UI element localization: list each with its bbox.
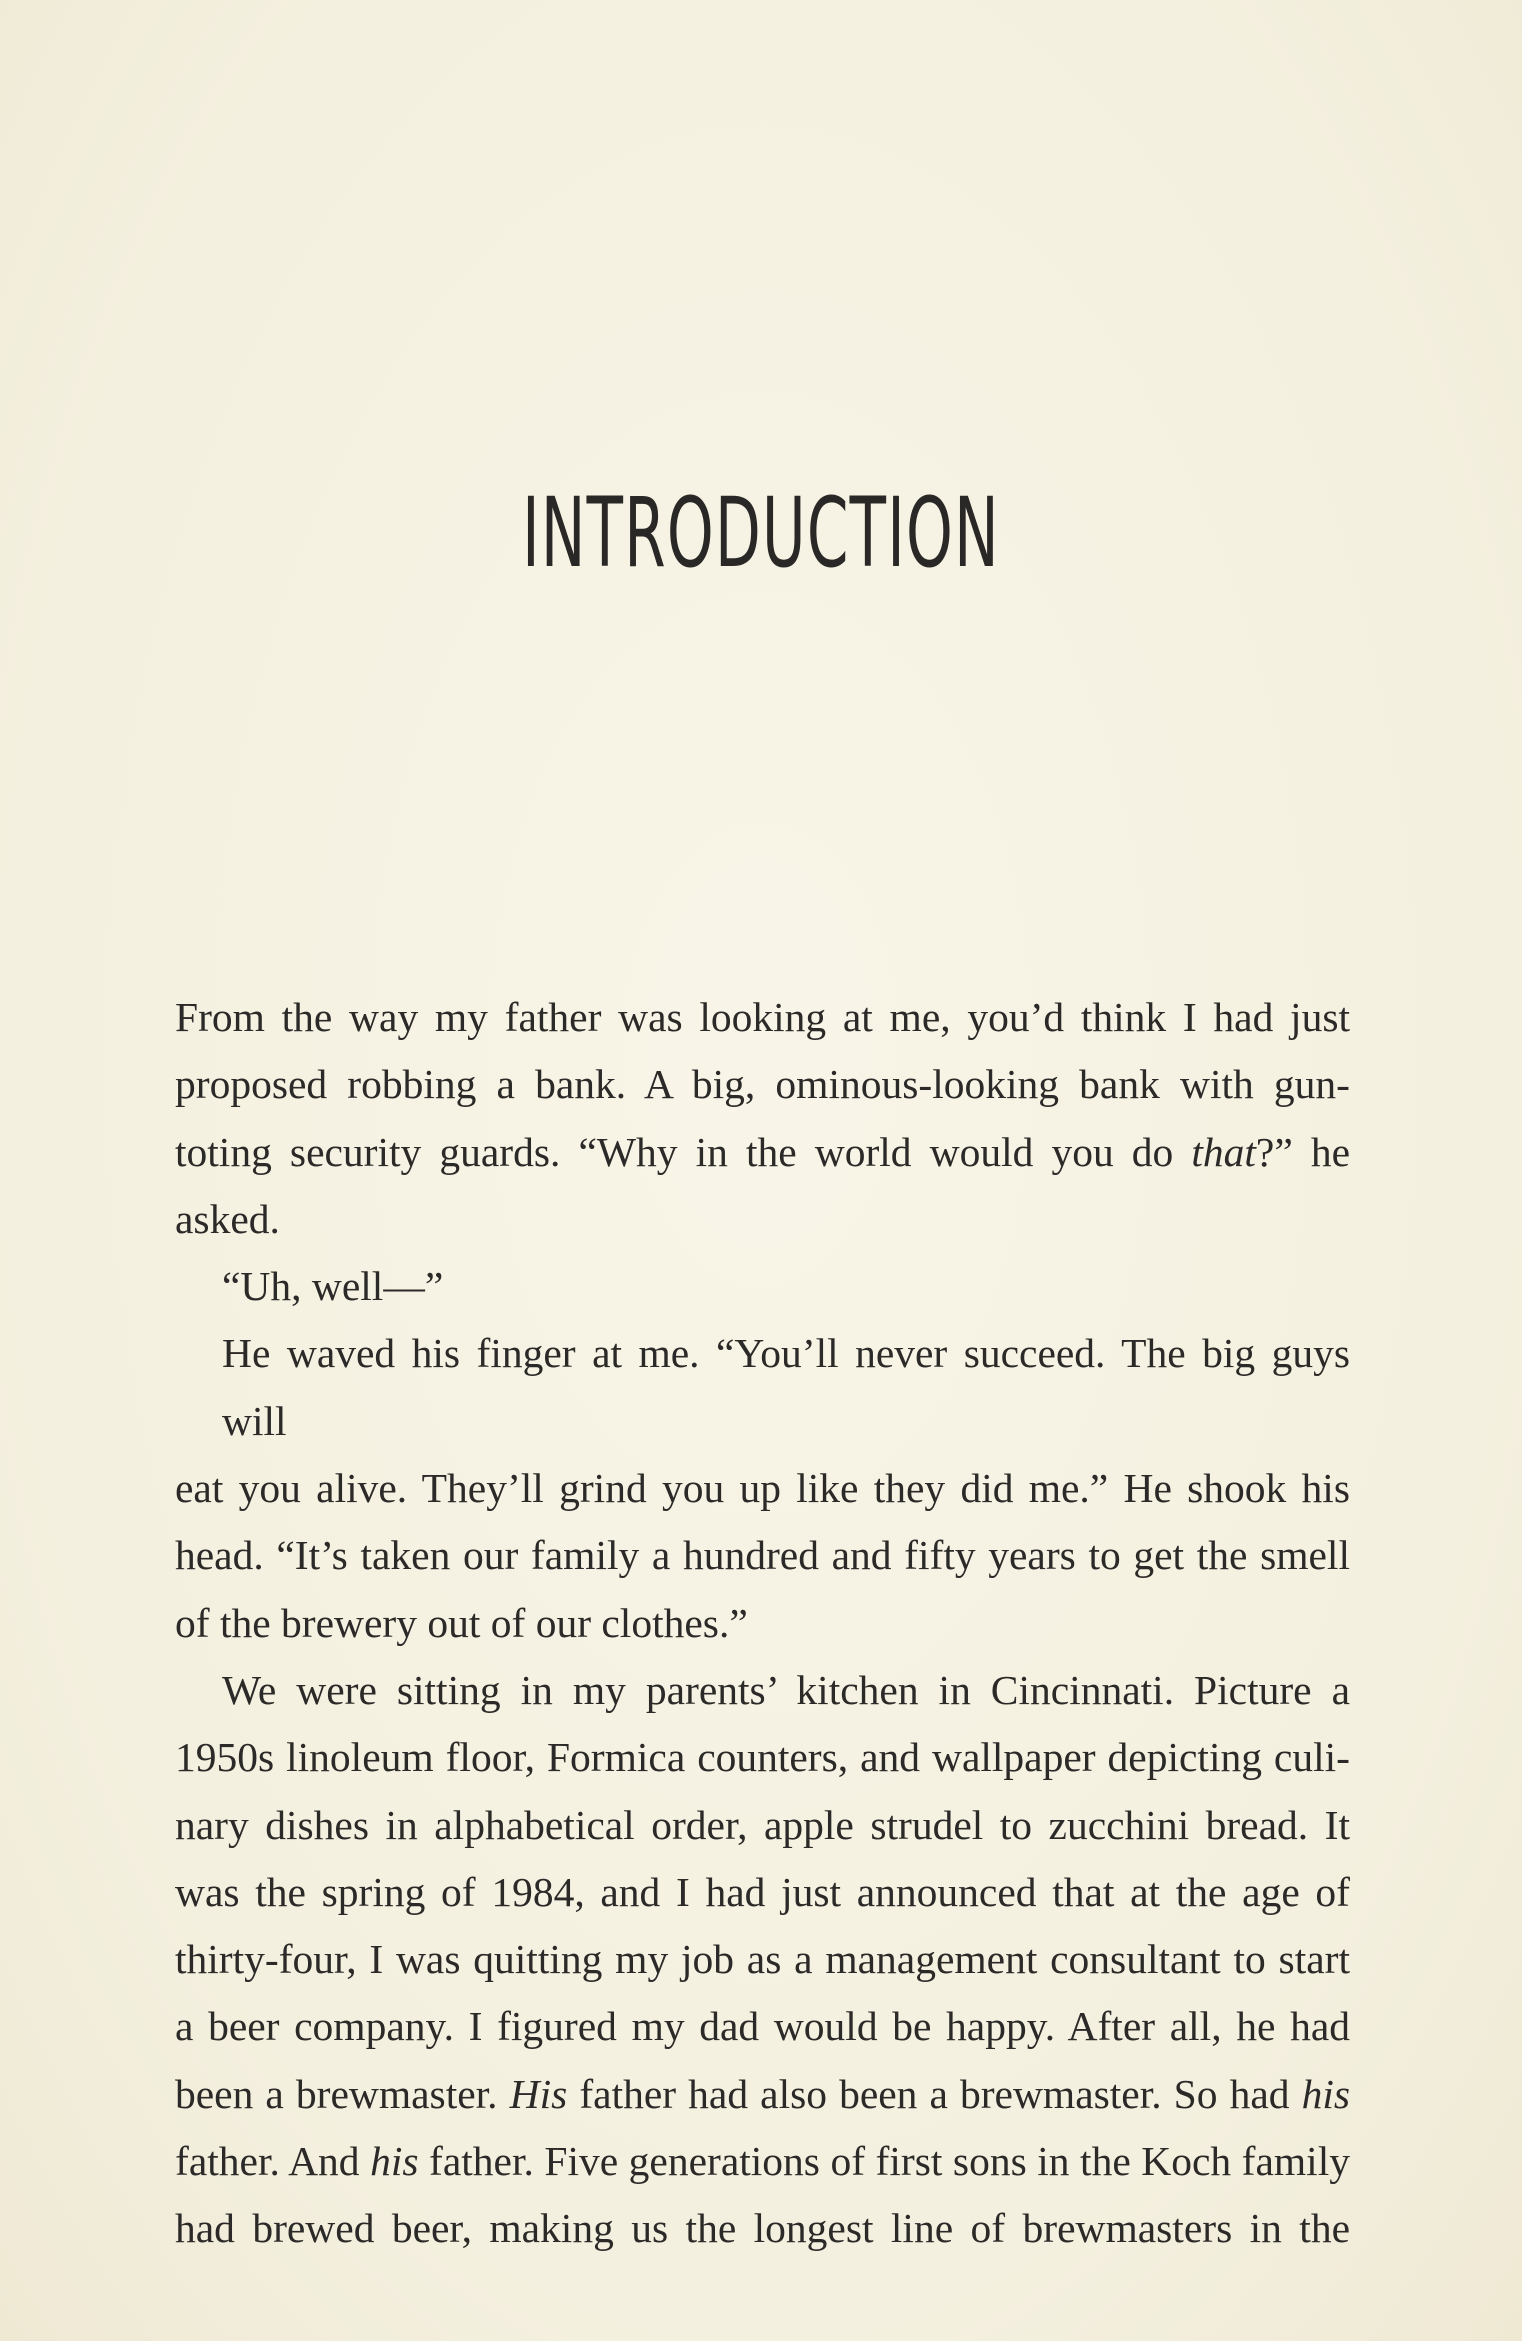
text-line: proposed robbing a bank. A big, ominous-looking bank with gun- (175, 1061, 1350, 1108)
text-line: “Uh, well—” (222, 1263, 444, 1310)
text-line: head. “It’s taken our family a hundred and fifty years to get the smell (175, 1532, 1350, 1579)
italic-that: that (1191, 1128, 1256, 1175)
paragraph-4 (175, 1657, 1350, 2263)
text-line: asked. (175, 1195, 280, 1242)
italic-his: his (370, 2138, 419, 2185)
text-line: nary dishes in alphabetical order, apple strudel to zucchini bread. It (175, 1801, 1350, 1848)
text-line: been a brewmaster. His father had also been a brewmaster. So had his (175, 2070, 1350, 2117)
italic-his: his (1301, 2070, 1350, 2117)
text-line: From the way my father was looking at me, you’d think I had just (175, 994, 1350, 1040)
italic-his: His (509, 2070, 568, 2117)
text-line: thirty-four, I was quitting my job as a management consultant to start (175, 1936, 1350, 1983)
text-line: father. And his father. Five generations of first sons in the Koch family (175, 2138, 1350, 2185)
text-line: 1950s linoleum floor, Formica counters, and wallpaper depicting culi- (175, 1734, 1350, 1781)
chapter-title: INTRODUCTION (522, 477, 1000, 589)
text-line: He waved his finger at me. “You’ll never succeed. The big guys will (222, 1330, 1350, 1444)
paragraph-3 (175, 1320, 1350, 1656)
text-line: a beer company. I figured my dad would be happy. After all, he had (175, 2003, 1350, 2050)
text-line: had brewed beer, making us the longest line of brewmasters in the (175, 2205, 1350, 2252)
text-line: toting security guards. “Why in the world would you do that?” he (175, 1128, 1350, 1175)
text-line: We were sitting in my parents’ kitchen in Cincinnati. Picture a (222, 1666, 1350, 1713)
paragraph-2 (175, 1253, 1350, 1320)
paragraph-1 (175, 984, 1350, 1253)
text-line: eat you alive. They’ll grind you up like they did me.” He shook his (175, 1465, 1350, 1512)
body-text (175, 984, 1350, 2263)
text-line: of the brewery out of our clothes.” (175, 1599, 748, 1646)
text-line: was the spring of 1984, and I had just announced that at the age of (175, 1868, 1350, 1915)
